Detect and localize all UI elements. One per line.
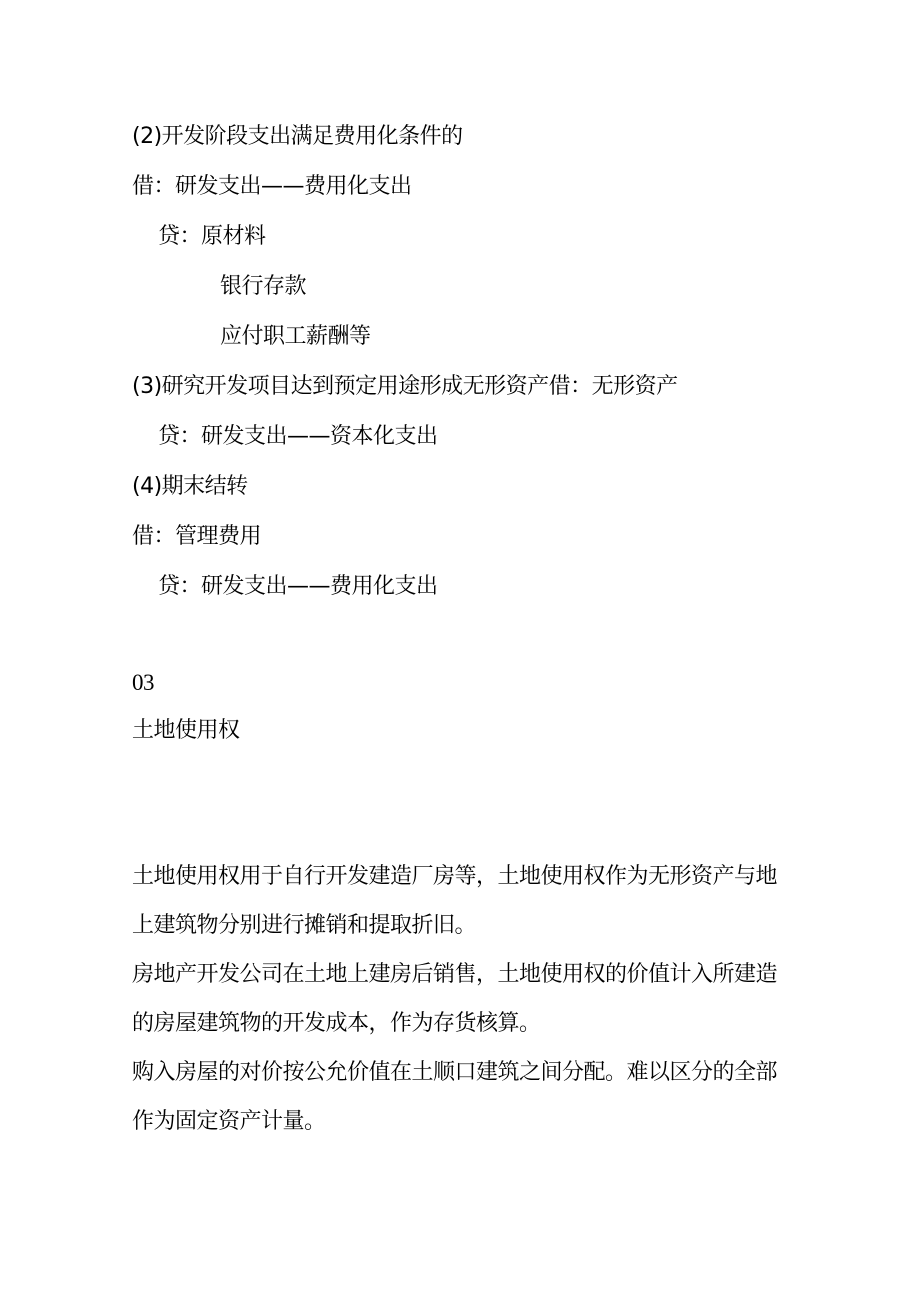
item4-heading: (4)期末结转 (132, 474, 248, 499)
item2-heading: (2)开发阶段支出满足费用化条件的 (132, 124, 463, 149)
item4-credit-entry: 贷：研发支出——费用化支出 (158, 574, 438, 599)
item3-heading: (3)研究开发项目达到预定用途形成无形资产借：无形资产 (132, 374, 678, 399)
item2-debit-entry: 借：研发支出——费用化支出 (132, 174, 412, 199)
item2-credit-entry-2: 银行存款 (220, 274, 307, 299)
item2-credit-entry: 贷：原材料 (158, 224, 266, 249)
paragraph-real-estate-development: 房地产开发公司在土地上建房后销售，土地使用权的价值计入所建造的房屋建筑物的开发成本，作为存货核算。 (132, 962, 778, 1036)
item2-credit-entry-3: 应付职工薪酬等 (220, 324, 371, 349)
section-number: 03 (132, 670, 154, 695)
paragraph-land-use-right: 土地使用权用于自行开发建造厂房等，土地使用权作为无形资产与地上建筑物分别进行摊销和提取折旧。 (132, 864, 778, 938)
item4-debit-entry: 借：管理费用 (132, 524, 262, 549)
paragraph-purchased-property: 购入房屋的对价按公允价值在土顺口建筑之间分配。难以区分的全部作为固定资产计量。 (132, 1060, 778, 1134)
item3-credit-entry: 贷：研发支出——资本化支出 (158, 424, 438, 449)
section-title: 土地使用权 (132, 718, 240, 743)
